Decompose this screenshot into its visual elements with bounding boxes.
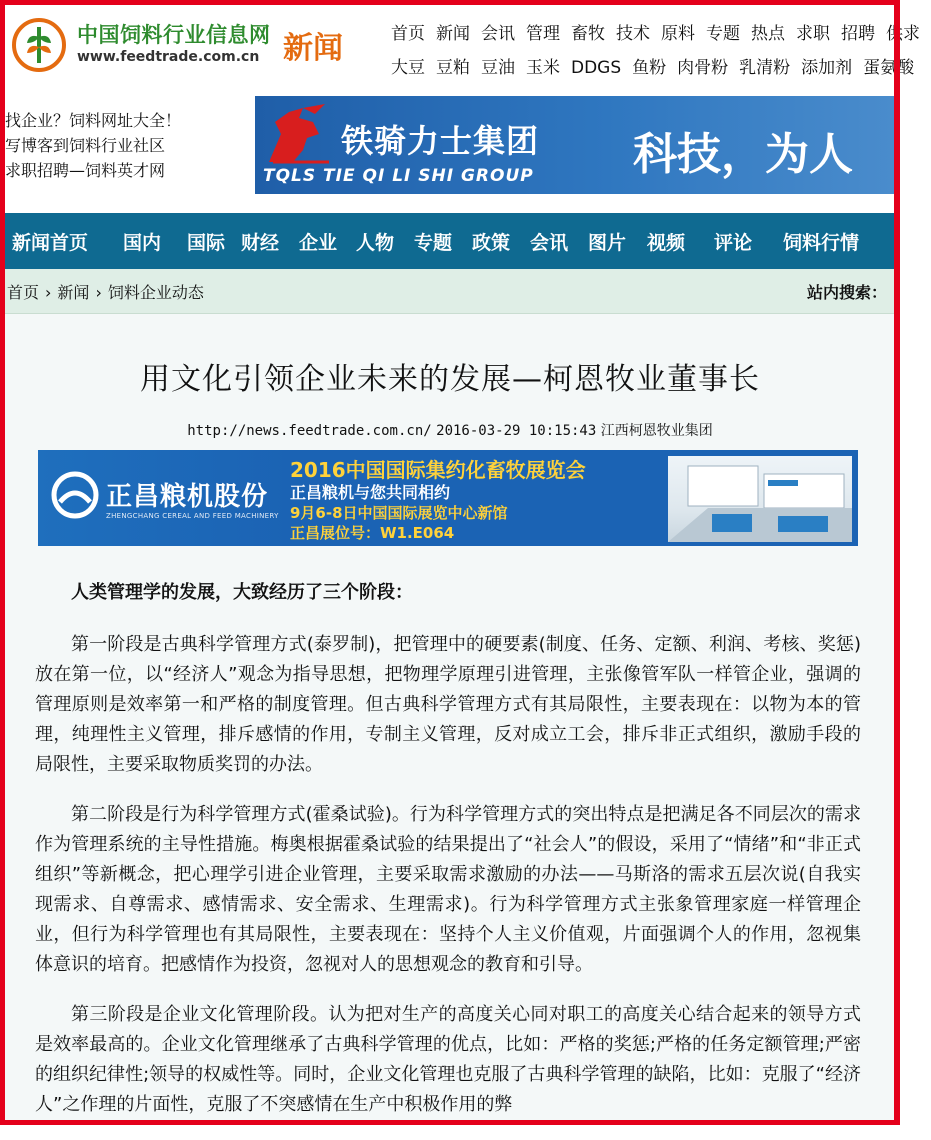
breadcrumb-separator: › — [45, 283, 52, 302]
site-url: www.feedtrade.com.cn — [77, 49, 260, 65]
top-nav-item[interactable]: 畜牧 — [571, 24, 605, 44]
breadcrumb-home[interactable]: 首页 — [7, 283, 40, 302]
article-meta — [5, 420, 895, 440]
top-nav-item[interactable]: 豆油 — [481, 58, 515, 78]
expo-line-3: 9月6-8日中国国际展览中心新馆 — [290, 504, 508, 522]
main-nav-item[interactable]: 企业 — [299, 232, 338, 254]
expo-line-4: 正昌展位号：W1.E064 — [290, 524, 455, 542]
top-nav-item[interactable]: 管理 — [526, 24, 560, 44]
breadcrumb-news[interactable]: 新闻 — [57, 283, 90, 302]
main-nav — [5, 213, 895, 269]
banner-brand-cn: 铁骑力士集团 — [341, 122, 540, 160]
expo-ad-banner[interactable] — [38, 450, 858, 546]
main-nav-item[interactable]: 财经 — [241, 232, 280, 254]
expo-line-2: 正昌粮机与您共同相约 — [290, 483, 451, 502]
top-nav-item[interactable]: 蛋氨酸 — [863, 58, 915, 78]
top-nav-item[interactable]: 招聘 — [841, 24, 875, 44]
top-nav-item[interactable]: 会讯 — [481, 24, 515, 44]
top-nav-item[interactable]: 玉米 — [526, 58, 560, 78]
top-nav-item[interactable]: 原料 — [661, 24, 695, 44]
top-nav-item[interactable]: DDGS — [571, 58, 622, 78]
article-body — [35, 578, 861, 1140]
top-nav-item[interactable]: 豆粕 — [436, 58, 470, 78]
main-nav-item[interactable]: 饲料行情 — [783, 232, 860, 254]
top-nav-item[interactable]: 鱼粉 — [632, 58, 667, 78]
main-nav-item[interactable]: 视频 — [647, 232, 686, 254]
quick-links — [5, 108, 245, 183]
article-container — [5, 314, 895, 1125]
banner-slogan: 科技，为人 — [633, 129, 853, 180]
article-paragraph: 第三阶段是企业文化管理阶段。认为把对生产的高度关心同对职工的高度关心结合起来的领导方式是效率最高的。企业文化管理继承了古典科学管理的优点，比如：严格的奖惩;严格的任务定额管理;严密的组织纪律性;领导的权威性等。同时，企业文化管理也克服了古典科学管理的缺陷，比如：克服了“经济人”之作理的片面性，克服了不突感情在生产中积极作用的弊 — [35, 1004, 861, 1115]
article-url[interactable]: http://news.feedtrade.com.cn/ — [187, 423, 432, 439]
article-title: 用文化引领企业未来的发展—柯恩牧业董事长 — [140, 362, 760, 397]
wheat-emblem-icon — [11, 17, 67, 73]
top-nav-row-2 — [391, 53, 925, 78]
expo-banner-brand-en: ZHENGCHANG CEREAL AND FEED MACHINERY — [106, 512, 279, 520]
article-paragraph: 第一阶段是古典科学管理方式(泰罗制)，把管理中的硬要素(制度、任务、定额、利润、考核、奖惩)放在第一位，以“经济人”观念为指导思想，把物理学原理引进管理，主张像管军队一样管企业，强调的管理原则是效率第一和严格的制度管理。但古典科学管理方式有其局限性，主要表现在：以物为本的管理，纯理性主义管理，排斥感情的作用，专制主义管理，反对成立工会，排斥非正式组织，激励手段的局限性，主要采取物质奖罚的办法。 — [35, 634, 861, 775]
expo-banner-brand-cn: 正昌粮机股份 — [106, 482, 269, 512]
breadcrumb — [7, 280, 204, 303]
breadcrumb-category[interactable]: 饲料企业动态 — [107, 283, 204, 302]
top-ad-banner[interactable] — [255, 96, 895, 194]
top-nav-item[interactable]: 乳清粉 — [739, 58, 791, 78]
top-nav-item[interactable]: 首页 — [391, 24, 425, 44]
article-paragraph: 第二阶段是行为科学管理方式(霍桑试验)。行为科学管理方式的突出特点是把满足各不同层次的需求作为管理系统的主导性措施。梅奥根据霍桑试验的结果提出了“社会人”的假设，采用了“情绪”和“非正式组织”等新概念，把心理学引进企业管理，主要采取需求激励的办法——马斯洛的需求五层次说(自我实现需求、自尊需求、感情需求、安全需求、生理需求)。行为科学管理方式主张象管理家庭一样管理企业，但行为科学管理也有其局限性，主要表现在：坚持个人主义价值观，片面强调个人的作用，忽视集体意识的培育。把感情作为投资，忽视对人的思想观念的教育和引导。 — [35, 804, 861, 975]
site-header — [5, 5, 920, 90]
breadcrumb-separator: › — [95, 283, 102, 302]
top-nav-item[interactable]: 技术 — [616, 24, 650, 44]
main-nav-item[interactable]: 人物 — [356, 232, 395, 254]
article-lead: 人类管理学的发展，大致经历了三个阶段： — [71, 582, 413, 603]
booth-illustration-icon — [668, 456, 852, 542]
main-nav-item-home[interactable]: 新闻首页 — [12, 232, 89, 254]
top-nav-item[interactable]: 热点 — [751, 24, 785, 44]
breadcrumb-bar — [5, 269, 895, 314]
knight-horse-logo-icon — [263, 104, 335, 166]
site-name: 中国饲料行业信息网 — [77, 23, 271, 47]
top-nav-item[interactable]: 供求 — [886, 24, 920, 44]
main-nav-item[interactable]: 图片 — [588, 232, 627, 254]
expo-headline: 2016中国国际集约化畜牧展览会 — [290, 458, 586, 482]
section-title: 新闻 — [283, 31, 343, 66]
main-nav-item[interactable]: 专题 — [414, 232, 453, 254]
quick-link[interactable]: 写博客到饲料行业社区 — [5, 136, 166, 155]
main-nav-item[interactable]: 国际 — [187, 232, 226, 254]
top-nav-item[interactable]: 专题 — [706, 24, 740, 44]
site-search-label: 站内搜索： — [806, 283, 887, 302]
expo-booth-image — [668, 456, 852, 542]
top-nav-item[interactable]: 添加剂 — [801, 58, 853, 78]
top-nav-item[interactable]: 新闻 — [436, 24, 470, 44]
top-nav-item[interactable]: 肉骨粉 — [677, 58, 729, 78]
quick-link[interactable]: 求职招聘—饲料英才网 — [5, 161, 166, 180]
banner-brand-en: TQLS TIE QI LI SHI GROUP — [263, 166, 534, 186]
top-nav-item[interactable]: 大豆 — [391, 58, 425, 78]
expo-banner-brand-block — [38, 450, 288, 546]
zhengchang-logo-icon — [50, 470, 100, 520]
main-nav-item[interactable]: 国内 — [123, 232, 162, 254]
main-nav-item[interactable]: 会讯 — [530, 232, 569, 254]
site-logo[interactable] — [11, 13, 391, 73]
article-source: 江西柯恩牧业集团 — [600, 423, 713, 439]
article-datetime: 2016-03-29 10:15:43 — [436, 423, 597, 439]
main-nav-item[interactable]: 评论 — [714, 232, 753, 254]
top-nav-item[interactable]: 求职 — [796, 24, 830, 44]
main-nav-item[interactable]: 政策 — [472, 232, 511, 254]
quick-link[interactable]: 找企业？饲料网址大全！ — [5, 111, 182, 130]
top-nav-row-1 — [391, 19, 931, 44]
